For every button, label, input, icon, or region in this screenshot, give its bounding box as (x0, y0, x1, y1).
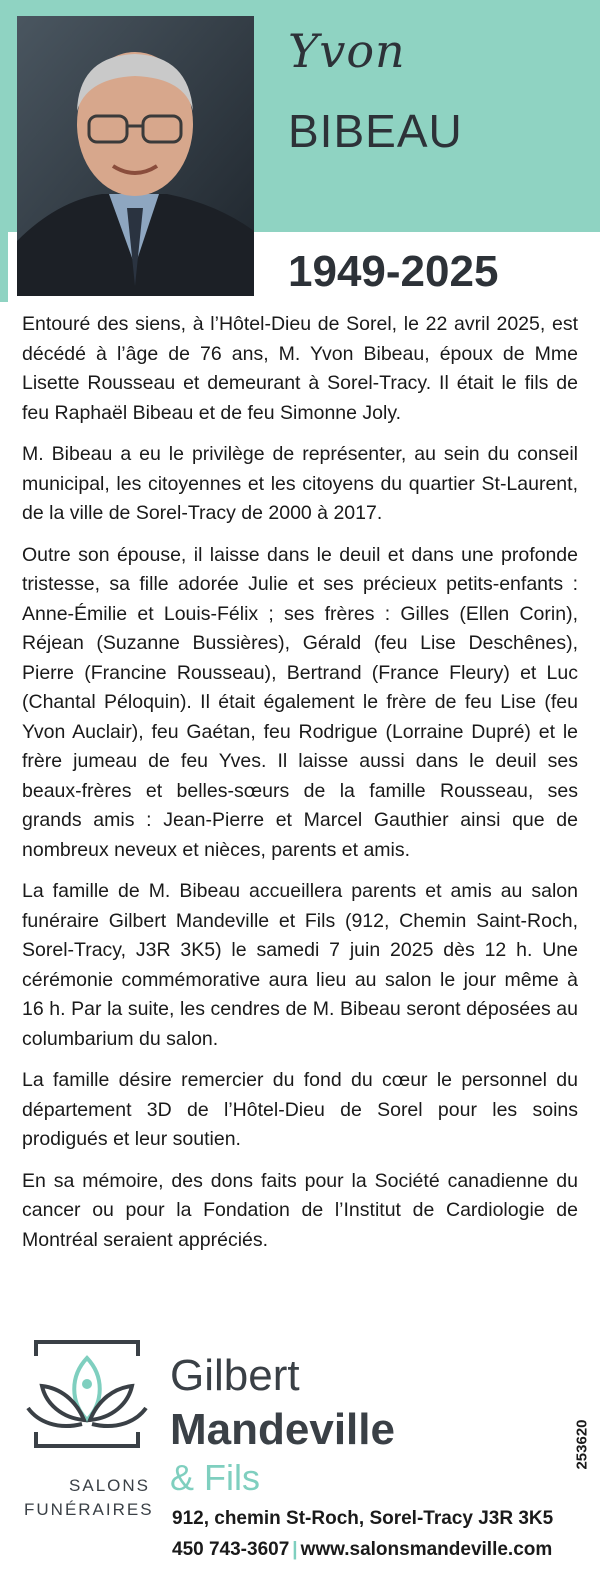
paragraph: Entouré des siens, à l’Hôtel-Dieu de Sorel, le 22 avril 2025, est décédé à l’âge de 76 ans, M. Yvon Bibeau, époux de Mme Lisette Rousseau et demeurant à Sorel-Tracy. Il était le fils de feu Raphaël Bibeau et de feu Simonne Joly. (22, 313, 578, 424)
phone-number: 450 743-3607 (172, 1539, 290, 1560)
brand-gilbert: Gilbert (170, 1351, 300, 1400)
paragraph: M. Bibeau a eu le privilège de représenter, au sein du conseil municipal, les citoyennes et les citoyens du quartier St-Laurent, de la ville de Sorel-Tracy de 2000 à 2017. (22, 443, 578, 524)
funeraires-line: FUNÉRAIRES (24, 1500, 154, 1519)
paragraph: La famille de M. Bibeau accueillera parents et amis au salon funéraire Gilbert Mandeville et Fils (912, Chemin Saint-Roch, Sorel-Tracy, J3R 3K5) le samedi 7 juin 2025 dès 12 h. Une cérémonie commémorative aura lieu au salon le jour même à 16 h. Par la suite, les cendres de M. Bibeau seront déposées au columbarium du salon. (22, 880, 578, 1050)
last-name: BIBEAU (288, 105, 463, 157)
salons-line: SALONS (69, 1476, 150, 1495)
website-link[interactable]: www.salonsmandeville.com (300, 1539, 553, 1560)
brand-mandeville: Mandeville (170, 1405, 395, 1454)
portrait-photo (17, 16, 254, 296)
header-band-edge (0, 232, 8, 302)
paragraph: En sa mémoire, des dons faits pour la Société canadienne du cancer ou pour la Fondation de l’Institut de Cardiologie de Montréal seraient appréciés. (22, 1169, 578, 1251)
reference-number: 253620 (573, 1419, 591, 1470)
paragraph: Outre son épouse, il laisse dans le deuil et dans une profonde tristesse, sa fille adorée Julie et ses précieux petits-enfants : Anne-Émilie et Louis-Félix ; ses frères : Gilles (Ellen Corin), Réjean (Suzanne Bussières), Gérald (feu Lise Deschênes), Pierre (Francine Rousseau), Bertrand (France Fleury) et Luc (Chantal Péloquin). Il était également le frère de feu Lise (feu Yvon Auclair), feu Gaétan, feu Rodrigue (Lorraine Dupré) et le frère jumeau de feu Yves. Il laisse aussi dans le deuil ses beaux-frères et belles-sœurs de la famille Rousseau, ses grands amis : Jean-Pierre et Marcel Gauthier ainsi que de nombreux neveux et nièces, parents et amis. (22, 543, 578, 861)
brand-fils: & Fils (170, 1457, 260, 1498)
funeral-home-address: 912, chemin St-Roch, Sorel-Tracy J3R 3K5 (172, 1508, 554, 1529)
obituary-text (22, 310, 578, 1267)
paragraph: La famille désire remercier du fond du cœur le personnel du département 3D de l’Hôtel-Dieu de Sorel pour les soins prodigués et leur soutien. (22, 1069, 578, 1150)
contact-line (172, 1539, 552, 1561)
life-years: 1949-2025 (288, 247, 499, 296)
lotus-logo-icon (22, 1338, 152, 1450)
salons-label (24, 1474, 154, 1522)
separator: | (292, 1539, 298, 1560)
first-name: Yvon (288, 24, 406, 78)
